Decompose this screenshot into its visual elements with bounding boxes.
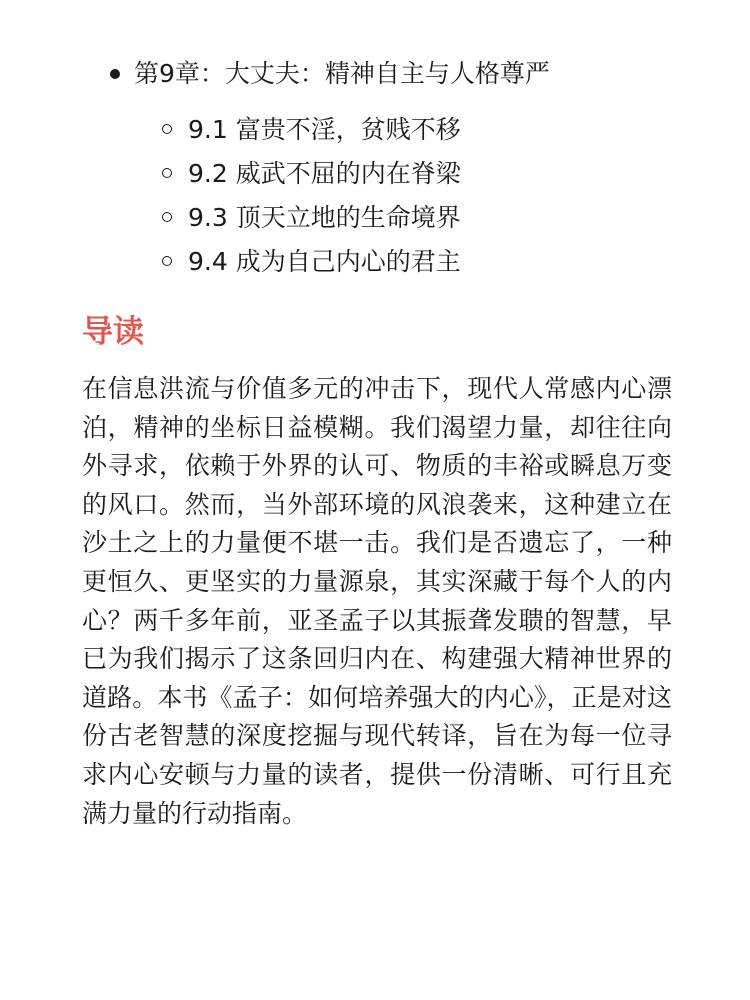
toc-chapter-label: 第9章：大丈夫：精神自主与人格尊严 bbox=[134, 59, 550, 88]
toc-section-label: 9.2 威武不屈的内在脊梁 bbox=[188, 159, 461, 188]
table-of-contents bbox=[0, 52, 750, 284]
toc-section-label: 9.4 成为自己内心的君主 bbox=[188, 247, 461, 276]
bullet-disc-icon bbox=[110, 69, 120, 79]
toc-section-label: 9.1 富贵不淫，贫贱不移 bbox=[188, 115, 461, 144]
toc-section-list bbox=[0, 108, 750, 284]
toc-chapter-item bbox=[0, 52, 750, 96]
bullet-circle-icon bbox=[162, 212, 172, 222]
toc-section-item bbox=[0, 196, 750, 240]
bullet-circle-icon bbox=[162, 168, 172, 178]
toc-section-item bbox=[0, 108, 750, 152]
bullet-circle-icon bbox=[162, 256, 172, 266]
toc-section-item bbox=[0, 152, 750, 196]
toc-section-item bbox=[0, 240, 750, 284]
intro-paragraph: 在信息洪流与价值多元的冲击下，现代人常感内心漂泊，精神的坐标日益模糊。我们渴望力量，却往往向外寻求，依赖于外界的认可、物质的丰裕或瞬息万变的风口。然而，当外部环境的风浪袭来，这种建立在沙土之上的力量便不堪一击。我们是否遗忘了，一种更恒久、更坚实的力量源泉，其实深藏于每个人的内心？两千多年前，亚圣孟子以其振聋发聩的智慧，早已为我们揭示了这条回归内在、构建强大精神世界的道路。本书《孟子：如何培养强大的内心》，正是对这份古老智慧的深度挖掘与现代转译，旨在为每一位寻求内心安顿与力量的读者，提供一份清晰、可行且充满力量的行动指南。 bbox=[82, 374, 672, 828]
bullet-circle-icon bbox=[162, 124, 172, 134]
intro-heading: 导读 bbox=[82, 314, 144, 350]
toc-section-label: 9.3 顶天立地的生命境界 bbox=[188, 203, 461, 232]
